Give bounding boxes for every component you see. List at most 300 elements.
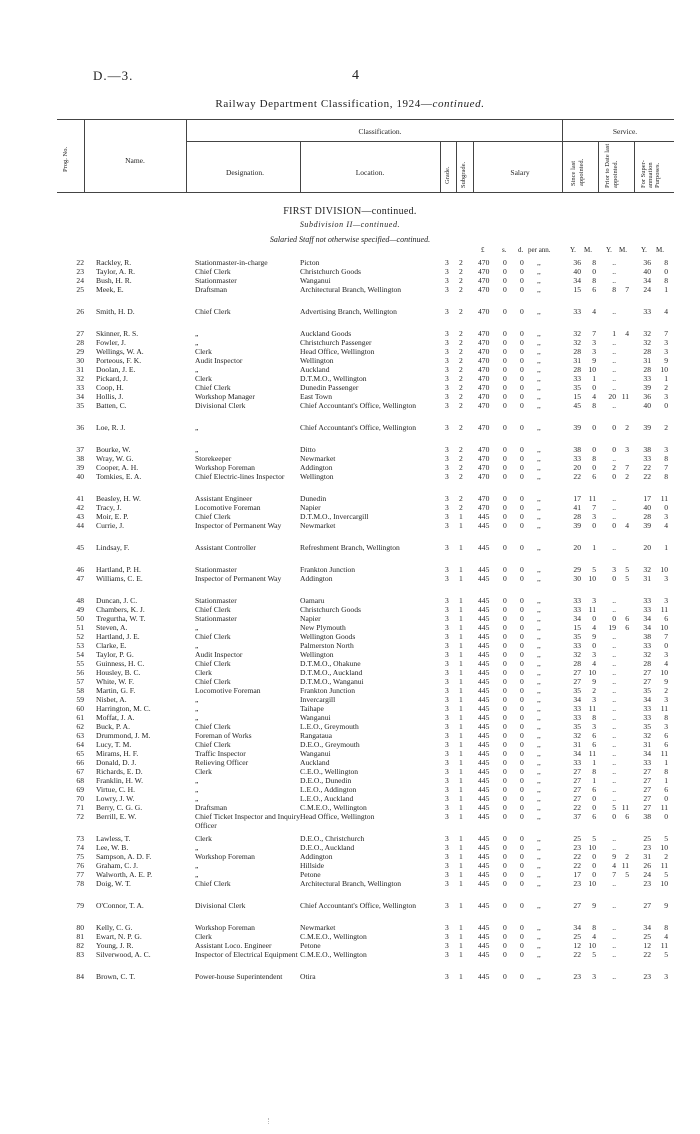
cell-name: Batten, C. [96, 401, 127, 410]
cell-sg: 2 [459, 356, 463, 365]
cell-f2: 3 [664, 695, 668, 704]
cell-sg: 1 [459, 749, 463, 758]
cell-name: Clarke, E. [96, 641, 127, 650]
cell-no: 55 [76, 659, 84, 668]
cell-f2: 3 [664, 972, 668, 981]
cell-p1: .. [612, 267, 616, 276]
cell-z1: 0 [503, 879, 507, 888]
cell-s1: 36 [573, 258, 581, 267]
cell-sal: 445 [478, 623, 490, 632]
cell-sg: 1 [459, 861, 463, 870]
cell-f2: 4 [664, 307, 668, 316]
cell-des: „ [195, 641, 199, 650]
cell-f1: 34 [643, 749, 651, 758]
cell-z2: 0 [520, 749, 524, 758]
cell-s1: 33 [573, 454, 581, 463]
cell-f2: 11 [660, 605, 668, 614]
cell-per: ,, [537, 641, 541, 650]
cell-name: Hartland, J. E. [96, 632, 140, 641]
cell-p1: .. [612, 785, 616, 794]
cell-name: White, W. F. [96, 677, 134, 686]
cell-p1: .. [612, 972, 616, 981]
cell-per: ,, [537, 574, 541, 583]
cell-z2: 0 [520, 650, 524, 659]
cell-s2: 3 [592, 596, 596, 605]
cell-sg: 1 [459, 512, 463, 521]
cell-z1: 0 [503, 494, 507, 503]
cell-sal: 470 [478, 392, 490, 401]
cell-loc: Christchurch Passenger [300, 338, 372, 347]
cell-des: Chief Clerk [195, 879, 231, 888]
cell-no: 63 [76, 731, 84, 740]
cell-g: 3 [445, 347, 449, 356]
cell-g: 3 [445, 641, 449, 650]
cell-f1: 31 [643, 852, 651, 861]
cell-z1: 0 [503, 677, 507, 686]
cell-p1: .. [612, 834, 616, 843]
cell-per: ,, [537, 632, 541, 641]
cell-z2: 0 [520, 365, 524, 374]
cell-z2: 0 [520, 392, 524, 401]
cell-name: Silverwood, A. C. [96, 950, 151, 959]
cell-f2: 9 [664, 356, 668, 365]
cell-no: 49 [76, 605, 84, 614]
cell-name: Kelly, C. G. [96, 923, 133, 932]
cell-sal: 470 [478, 356, 490, 365]
cell-z2: 0 [520, 512, 524, 521]
cell-g: 3 [445, 276, 449, 285]
cell-g: 3 [445, 423, 449, 432]
cell-f1: 28 [643, 365, 651, 374]
cell-s1: 45 [573, 401, 581, 410]
cell-f1: 40 [643, 401, 651, 410]
cell-f1: 32 [643, 565, 651, 574]
cell-f1: 33 [643, 596, 651, 605]
cell-name: Taylor, P. G. [96, 650, 134, 659]
cell-s2: 1 [592, 776, 596, 785]
cell-z1: 0 [503, 276, 507, 285]
cell-p1: .. [612, 668, 616, 677]
cell-loc: L.E.O., Greymouth [300, 722, 359, 731]
cell-per: ,, [537, 503, 541, 512]
unit-m3: M. [656, 246, 664, 254]
cell-z2: 0 [520, 285, 524, 294]
cell-sal: 445 [478, 695, 490, 704]
cell-s2: 10 [588, 843, 596, 852]
cell-sg: 1 [459, 758, 463, 767]
cell-loc: L.E.O., Auckland [300, 794, 354, 803]
cell-loc: D.T.M.O., Ohakune [300, 659, 361, 668]
cell-p2: 11 [621, 861, 629, 870]
cell-z2: 0 [520, 605, 524, 614]
cell-des: Chief Clerk [195, 512, 231, 521]
cell-s2: 6 [592, 472, 596, 481]
cell-s2: 0 [592, 423, 596, 432]
cell-f1: 36 [643, 392, 651, 401]
cell-p1: .. [612, 605, 616, 614]
cell-f2: 10 [660, 623, 668, 632]
cell-s2: 0 [592, 445, 596, 454]
cell-z1: 0 [503, 650, 507, 659]
cell-sal: 470 [478, 285, 490, 294]
cell-g: 3 [445, 329, 449, 338]
cell-s1: 27 [573, 677, 581, 686]
cell-sg: 1 [459, 686, 463, 695]
cell-f2: 8 [664, 454, 668, 463]
cell-sal: 445 [478, 785, 490, 794]
cell-p2: 3 [625, 445, 629, 454]
cell-sal: 445 [478, 794, 490, 803]
cell-loc: Picton [300, 258, 320, 267]
cell-sg: 2 [459, 307, 463, 316]
cell-name: Ewart, N. P. G. [96, 932, 142, 941]
cell-s2: 4 [592, 659, 596, 668]
cell-name: Smith, H. D. [96, 307, 135, 316]
cell-f1: 35 [643, 686, 651, 695]
cell-f2: 10 [660, 668, 668, 677]
cell-z1: 0 [503, 923, 507, 932]
cell-f2: 3 [664, 650, 668, 659]
cell-name: Bourke, W. [96, 445, 131, 454]
cell-s2: 1 [592, 543, 596, 552]
cell-per: ,, [537, 901, 541, 910]
cell-s2: 11 [588, 605, 596, 614]
cell-z1: 0 [503, 365, 507, 374]
cell-s2: 8 [592, 713, 596, 722]
cell-g: 3 [445, 843, 449, 852]
cell-sg: 1 [459, 632, 463, 641]
cell-f2: 8 [664, 472, 668, 481]
cell-sg: 1 [459, 659, 463, 668]
cell-f2: 0 [664, 267, 668, 276]
cell-name: O'Connor, T. A. [96, 901, 144, 910]
cell-z2: 0 [520, 472, 524, 481]
cell-no: 80 [76, 923, 84, 932]
cell-g: 3 [445, 374, 449, 383]
cell-s1: 33 [573, 605, 581, 614]
unit-per: per ann. [528, 246, 551, 254]
cell-p1: 20 [608, 392, 616, 401]
cell-f2: 0 [664, 812, 668, 821]
cell-no: 22 [76, 258, 84, 267]
cell-sal: 470 [478, 503, 490, 512]
cell-z1: 0 [503, 972, 507, 981]
col-divider [562, 119, 563, 192]
cell-z1: 0 [503, 722, 507, 731]
cell-s1: 27 [573, 794, 581, 803]
cell-z2: 0 [520, 329, 524, 338]
cell-z2: 0 [520, 276, 524, 285]
cell-s1: 32 [573, 731, 581, 740]
cell-g: 3 [445, 767, 449, 776]
cell-s1: 33 [573, 596, 581, 605]
cell-g: 3 [445, 258, 449, 267]
cell-des: Workshop Foreman [195, 463, 255, 472]
cell-f1: 26 [643, 861, 651, 870]
cell-s2: 2 [592, 686, 596, 695]
cell-loc: D.T.M.O., Auckland [300, 668, 363, 677]
cell-s1: 28 [573, 512, 581, 521]
cell-sg: 1 [459, 950, 463, 959]
cell-per: ,, [537, 276, 541, 285]
cell-z1: 0 [503, 543, 507, 552]
cell-f1: 38 [643, 812, 651, 821]
cell-z1: 0 [503, 463, 507, 472]
cell-s2: 7 [592, 329, 596, 338]
cell-p1: .. [612, 383, 616, 392]
cell-s2: 6 [592, 740, 596, 749]
cell-z2: 0 [520, 401, 524, 410]
cell-f1: 32 [643, 650, 651, 659]
cell-no: 39 [76, 463, 84, 472]
cell-name: Loe, R. J. [96, 423, 126, 432]
cell-sg: 1 [459, 785, 463, 794]
cell-no: 29 [76, 347, 84, 356]
cell-sg: 1 [459, 794, 463, 803]
cell-des: Chief Ticket Inspector and Inquiry Officer [195, 812, 301, 830]
cell-no: 62 [76, 722, 84, 731]
cell-g: 3 [445, 543, 449, 552]
cell-per: ,, [537, 861, 541, 870]
cell-z2: 0 [520, 565, 524, 574]
cell-name: Moffat, J. A. [96, 713, 135, 722]
cell-f2: 5 [664, 950, 668, 959]
cell-p1: .. [612, 454, 616, 463]
cell-z2: 0 [520, 861, 524, 870]
cell-sal: 445 [478, 923, 490, 932]
cell-g: 3 [445, 722, 449, 731]
cell-s1: 33 [573, 758, 581, 767]
cell-p1: .. [612, 503, 616, 512]
cell-s1: 34 [573, 276, 581, 285]
cell-name: Duncan, J. C. [96, 596, 138, 605]
cell-sal: 445 [478, 749, 490, 758]
cell-p1: .. [612, 794, 616, 803]
cell-loc: Architectural Branch, Wellington [300, 285, 402, 294]
cell-loc: Advertising Branch, Wellington [300, 307, 397, 316]
cell-s1: 35 [573, 383, 581, 392]
cell-p1: .. [612, 722, 616, 731]
cell-s2: 0 [592, 267, 596, 276]
cell-s1: 28 [573, 365, 581, 374]
cell-loc: D.E.O., Auckland [300, 843, 355, 852]
cell-sg: 2 [459, 423, 463, 432]
cell-f2: 7 [664, 632, 668, 641]
cell-f2: 1 [664, 543, 668, 552]
cell-z1: 0 [503, 941, 507, 950]
cell-z2: 0 [520, 445, 524, 454]
section-staff: Salaried Staff not otherwise specified—continued. [269, 235, 431, 244]
cell-p1: .. [612, 307, 616, 316]
cell-sal: 445 [478, 972, 490, 981]
cell-g: 3 [445, 623, 449, 632]
cell-name: Lawless, T. [96, 834, 131, 843]
cell-sal: 445 [478, 512, 490, 521]
cell-z2: 0 [520, 785, 524, 794]
cell-sg: 2 [459, 276, 463, 285]
cell-s1: 35 [573, 722, 581, 731]
cell-loc: D.T.M.O., Wellington [300, 374, 367, 383]
cell-z2: 0 [520, 338, 524, 347]
cell-g: 3 [445, 307, 449, 316]
cell-sal: 445 [478, 605, 490, 614]
cell-f2: 11 [660, 861, 668, 870]
cell-g: 3 [445, 338, 449, 347]
cell-name: Pickard, J. [96, 374, 128, 383]
cell-p2: 4 [625, 329, 629, 338]
col-classification: Classification. [358, 127, 402, 136]
cell-z1: 0 [503, 686, 507, 695]
cell-des: Locomotive Foreman [195, 503, 261, 512]
cell-name: Guinness, H. C. [96, 659, 145, 668]
cell-sal: 445 [478, 803, 490, 812]
cell-des: Stationmaster [195, 276, 237, 285]
cell-g: 3 [445, 605, 449, 614]
classification-rule [186, 141, 562, 142]
cell-loc: C.E.O., Wellington [300, 767, 359, 776]
cell-s2: 7 [592, 503, 596, 512]
cell-s2: 8 [592, 276, 596, 285]
cell-sal: 445 [478, 641, 490, 650]
cell-f2: 11 [660, 749, 668, 758]
cell-per: ,, [537, 731, 541, 740]
cell-z1: 0 [503, 258, 507, 267]
cell-p1: 0 [612, 812, 616, 821]
cell-z1: 0 [503, 356, 507, 365]
cell-loc: Dunedin Passenger [300, 383, 359, 392]
col-designation: Designation. [225, 168, 265, 177]
cell-sal: 445 [478, 686, 490, 695]
cell-name: Currie, J. [96, 521, 125, 530]
cell-sg: 1 [459, 834, 463, 843]
cell-f1: 36 [643, 258, 651, 267]
cell-p1: 2 [612, 463, 616, 472]
cell-name: Porteous, F. K. [96, 356, 142, 365]
cell-name: Chambers, K. J. [96, 605, 145, 614]
cell-per: ,, [537, 374, 541, 383]
cell-z2: 0 [520, 347, 524, 356]
cell-no: 34 [76, 392, 84, 401]
cell-per: ,, [537, 307, 541, 316]
cell-f1: 33 [643, 307, 651, 316]
col-subgrade: Subgrade. [460, 161, 467, 188]
cell-s2: 4 [592, 932, 596, 941]
col-service: Service. [612, 127, 638, 136]
cell-name: Wray, W. G. [96, 454, 134, 463]
cell-g: 3 [445, 861, 449, 870]
page-mark [268, 1118, 273, 1124]
cell-f1: 35 [643, 722, 651, 731]
cell-f1: 24 [643, 870, 651, 879]
cell-z2: 0 [520, 307, 524, 316]
cell-sg: 1 [459, 668, 463, 677]
cell-p1: .. [612, 941, 616, 950]
cell-f1: 23 [643, 879, 651, 888]
cell-s1: 22 [573, 472, 581, 481]
cell-sg: 1 [459, 623, 463, 632]
cell-sal: 445 [478, 596, 490, 605]
cell-sg: 1 [459, 596, 463, 605]
header-bottom-rule [57, 192, 674, 193]
cell-g: 3 [445, 834, 449, 843]
cell-z1: 0 [503, 749, 507, 758]
cell-s1: 38 [573, 445, 581, 454]
cell-no: 65 [76, 749, 84, 758]
cell-p1: .. [612, 347, 616, 356]
cell-no: 77 [76, 870, 84, 879]
cell-des: Audit Inspector [195, 356, 243, 365]
cell-no: 44 [76, 521, 84, 530]
cell-p2: 4 [625, 521, 629, 530]
cell-per: ,, [537, 365, 541, 374]
cell-p1: .. [612, 677, 616, 686]
cell-no: 59 [76, 695, 84, 704]
cell-s1: 22 [573, 803, 581, 812]
cell-per: ,, [537, 686, 541, 695]
cell-des: Traffic Inspector [195, 749, 246, 758]
cell-f1: 34 [643, 276, 651, 285]
cell-z1: 0 [503, 758, 507, 767]
cell-p1: .. [612, 758, 616, 767]
cell-name: Coop, H. [96, 383, 124, 392]
cell-sal: 445 [478, 767, 490, 776]
cell-p1: .. [612, 713, 616, 722]
cell-f2: 3 [664, 392, 668, 401]
cell-no: 33 [76, 383, 84, 392]
cell-g: 3 [445, 512, 449, 521]
cell-f2: 6 [664, 731, 668, 740]
cell-z1: 0 [503, 852, 507, 861]
cell-loc: D.T.M.O., Wanganui [300, 677, 364, 686]
cell-sg: 1 [459, 740, 463, 749]
cell-p1: .. [612, 950, 616, 959]
cell-per: ,, [537, 338, 541, 347]
cell-f2: 3 [664, 445, 668, 454]
cell-g: 3 [445, 758, 449, 767]
cell-p1: .. [612, 932, 616, 941]
cell-name: Lindsay, F. [96, 543, 130, 552]
cell-loc: Petone [300, 870, 321, 879]
cell-g: 3 [445, 972, 449, 981]
cell-f1: 31 [643, 740, 651, 749]
cell-s2: 1 [592, 758, 596, 767]
cell-loc: Wellington Goods [300, 632, 356, 641]
cell-p1: .. [612, 686, 616, 695]
cell-des: „ [195, 870, 199, 879]
cell-loc: Auckland [300, 758, 330, 767]
cell-no: 23 [76, 267, 84, 276]
cell-p1: .. [612, 632, 616, 641]
cell-s2: 3 [592, 972, 596, 981]
page-title-text: Railway Department Classification, 1924— [215, 98, 433, 110]
cell-loc: Hillside [300, 861, 325, 870]
cell-loc: Rangataua [300, 731, 333, 740]
col-since-last: Since last appointed. [570, 158, 585, 186]
cell-loc: Wanganui [300, 749, 331, 758]
cell-s2: 4 [592, 623, 596, 632]
cell-z1: 0 [503, 401, 507, 410]
cell-g: 3 [445, 503, 449, 512]
cell-p1: 3 [612, 565, 616, 574]
cell-sal: 470 [478, 374, 490, 383]
cell-loc: Newmarket [300, 521, 336, 530]
cell-f2: 6 [664, 614, 668, 623]
cell-des: Clerk [195, 668, 212, 677]
cell-des: Clerk [195, 932, 212, 941]
cell-f2: 10 [660, 365, 668, 374]
cell-g: 3 [445, 776, 449, 785]
cell-sal: 470 [478, 258, 490, 267]
